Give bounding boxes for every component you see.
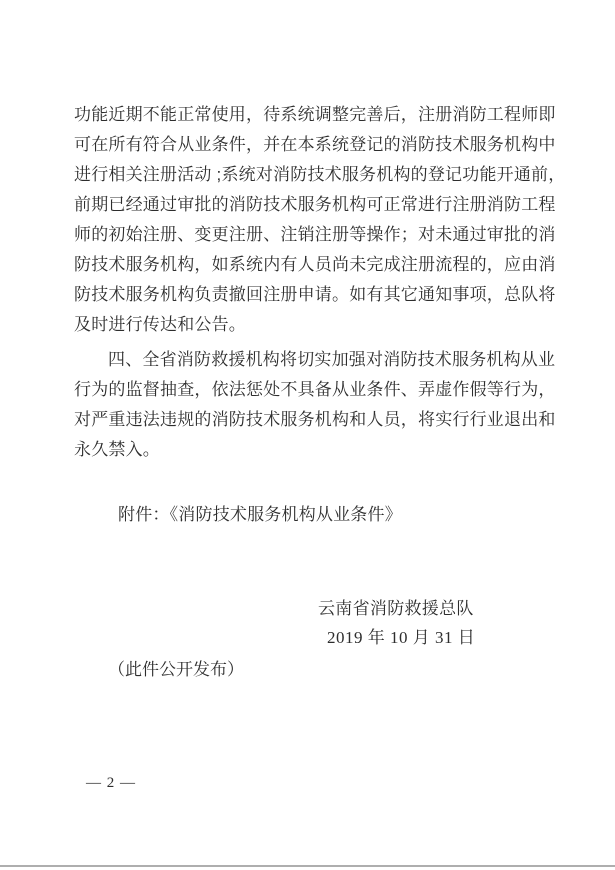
body-line: 师的初始注册、变更注册、注销注册等操作；对未通过审批的消 bbox=[74, 225, 556, 244]
publish-note: （此件公开发布） bbox=[108, 660, 244, 679]
signature-date: 2019 年 10 月 31 日 bbox=[327, 628, 476, 647]
body-line: 四、全省消防救援机构将切实加强对消防技术服务机构从业 bbox=[108, 350, 556, 369]
signature-issuer: 云南省消防救援总队 bbox=[318, 599, 474, 618]
body-line: 前期已经通过审批的消防技术服务机构可正常进行注册消防工程 bbox=[74, 195, 556, 214]
paragraph-continued bbox=[74, 100, 566, 340]
body-line: 防技术服务机构，如系统内有人员尚未完成注册流程的，应由消 bbox=[74, 255, 556, 274]
body-line: 永久禁入。 bbox=[74, 440, 160, 459]
paragraph-item-four bbox=[74, 345, 556, 465]
body-line: 及时进行传达和公告。 bbox=[74, 315, 246, 334]
body-line: 进行相关注册活动 ;系统对消防技术服务机构的登记功能开通前， bbox=[74, 165, 566, 184]
body-line: 对严重违法违规的消防技术服务机构和人员，将实行行业退出和 bbox=[74, 410, 556, 429]
body-line: 防技术服务机构负责撤回注册申请。如有其它通知事项，总队将 bbox=[74, 285, 556, 304]
body-line: 行为的监督抽查，依法惩处不具备从业条件、弄虚作假等行为， bbox=[74, 380, 556, 399]
document-body bbox=[74, 100, 566, 530]
page-number: — 2 — bbox=[86, 775, 136, 791]
attachment-reference: 附件：《消防技术服务机构从业条件》 bbox=[118, 505, 402, 524]
page-bottom-edge bbox=[0, 865, 615, 867]
body-line: 可在所有符合从业条件，并在本系统登记的消防技术服务机构中 bbox=[74, 135, 556, 154]
body-line: 功能近期不能正常使用，待系统调整完善后，注册消防工程师即 bbox=[74, 105, 556, 124]
